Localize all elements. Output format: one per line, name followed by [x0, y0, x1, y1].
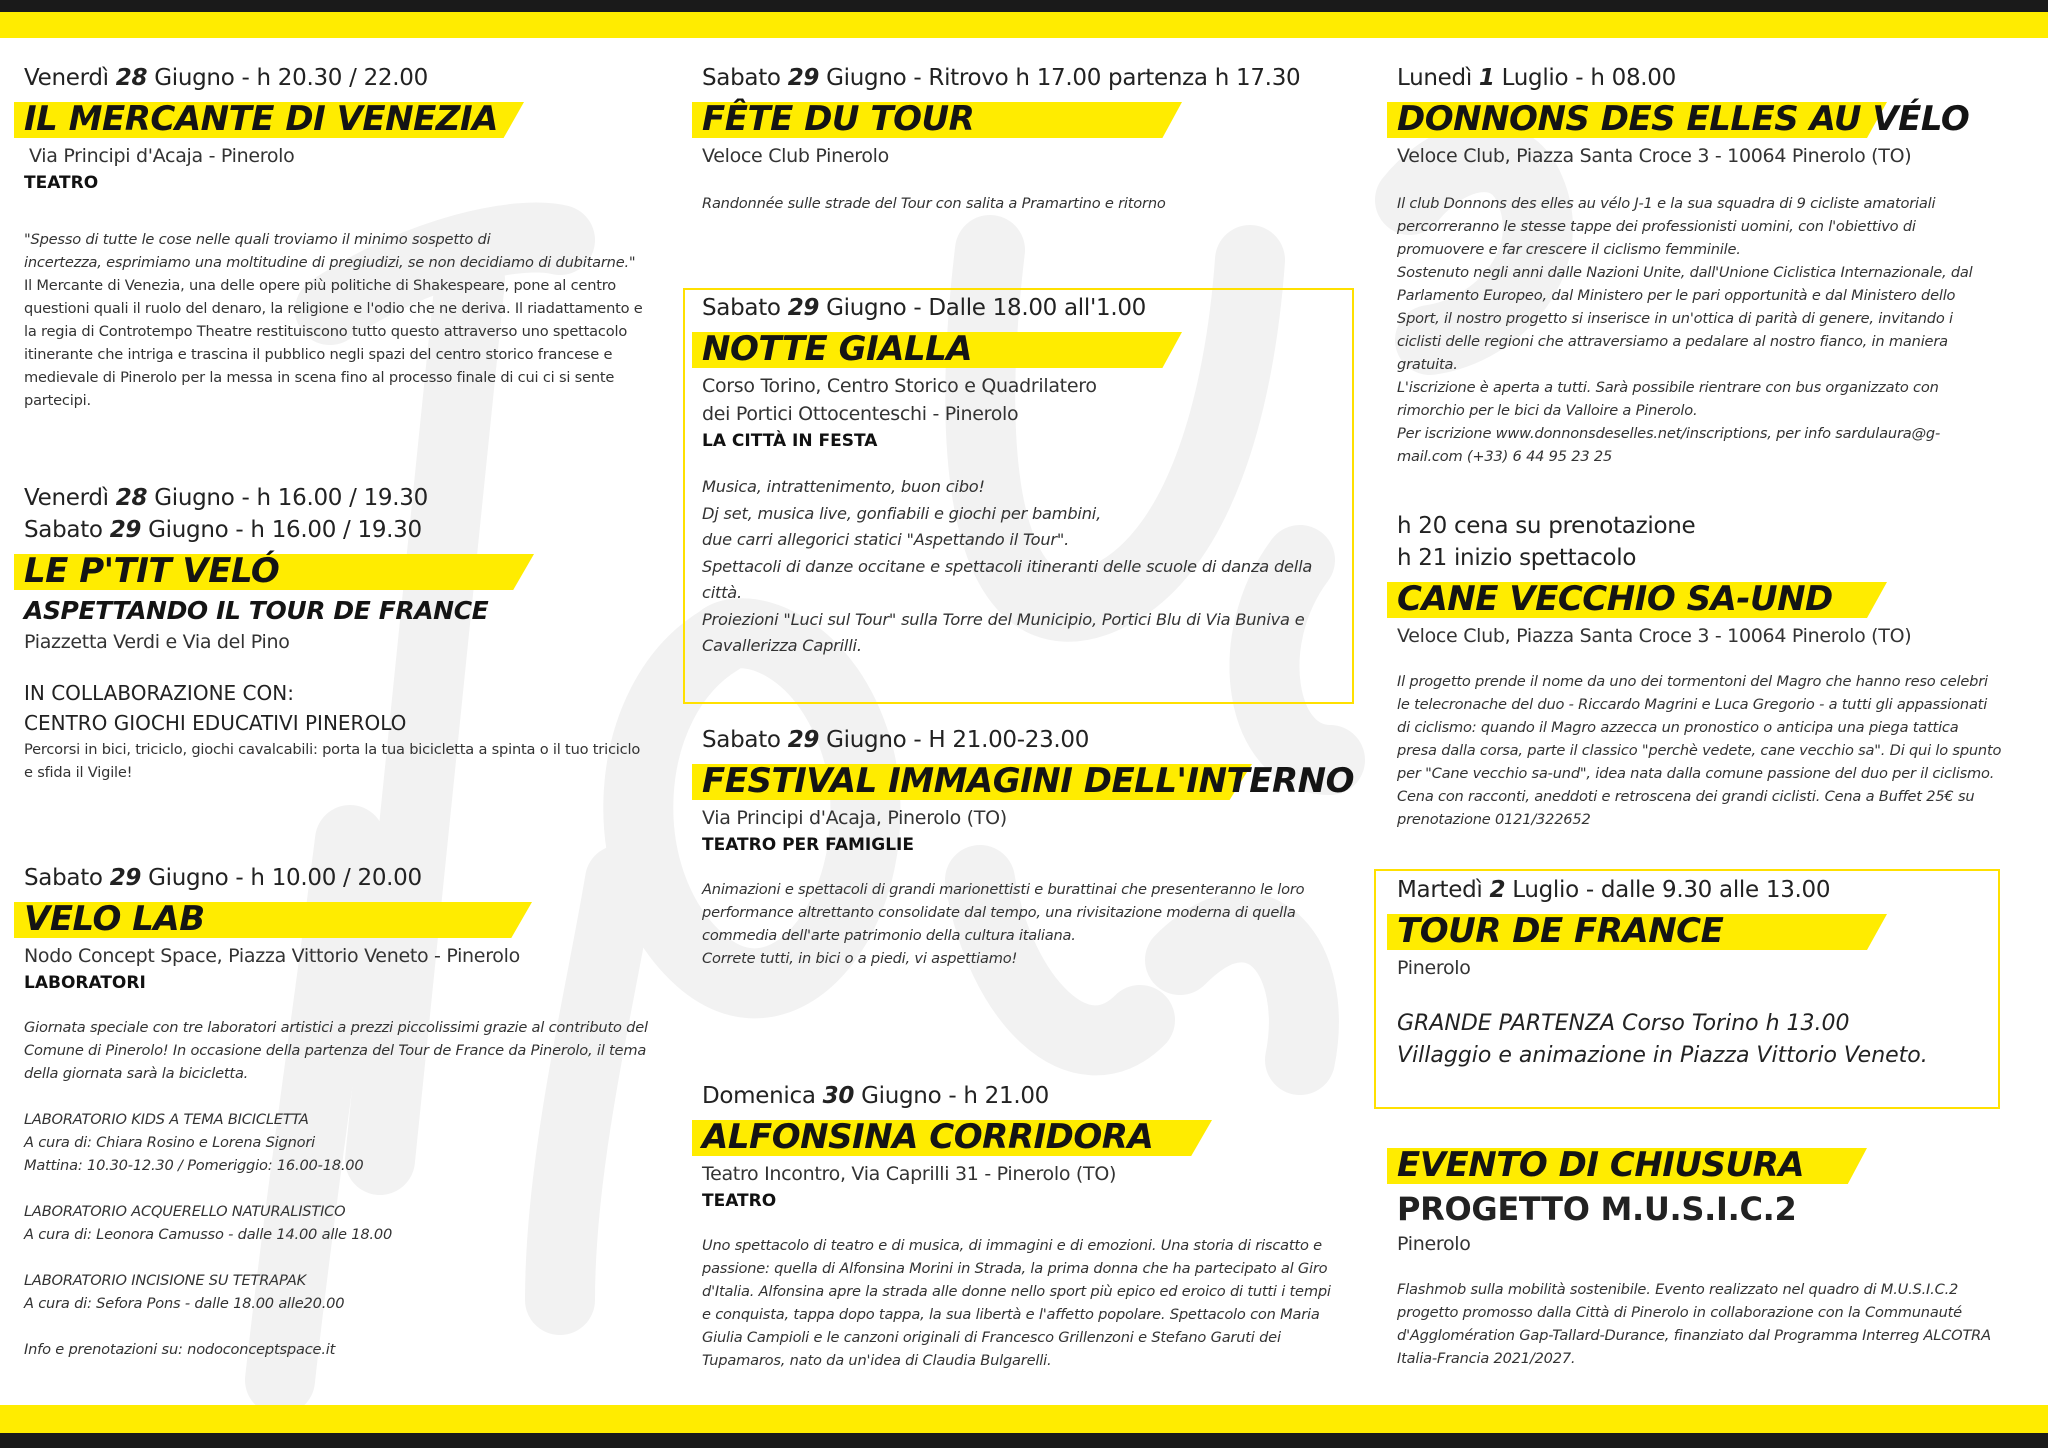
- event-date: Venerdì 28 Giugno - h 20.30 / 22.00: [24, 65, 428, 91]
- event-title: EVENTO DI CHIUSURA: [1397, 1145, 1805, 1185]
- event-date: Sabato 29 Giugno - H 21.00-23.00: [702, 727, 1090, 753]
- event-place: Nodo Concept Space, Piazza Vittorio Veneto - Pinerolo: [24, 945, 520, 967]
- event-tag: LABORATORI: [24, 973, 146, 993]
- event-place: Piazzetta Verdi e Via del Pino: [24, 631, 290, 653]
- event-description: Il progetto prende il nome da uno dei tormentoni del Magro che hanno reso celebri le telecronache del duo - Riccardo Magrini e Luca Gregorio - a tutti gli appassionati di ciclismo: quando il Magro azzecca un pronostico o anticipa una piega tattica presa dalla corsa, parte il classico "perchè vedete, cane vecchio sa". Di qui lo spunto per "Cane vecchio sa-und", idea nata dalla comune passione del duo per il ciclismo. Cena con racconti, aneddoti e retroscena dei grandi ciclisti. Cena a Buffet 25€ su prenotazione 0121/322652: [1397, 673, 2002, 828]
- event-tag: LA CITTÀ IN FESTA: [702, 431, 878, 451]
- event-fete-du-tour: [702, 62, 1342, 215]
- event-description: Musica, intrattenimento, buon cibo! Dj set, musica live, gonfiabili e giochi per bambini, due carri allegorici statici "Aspettando il Tour". Spettacoli di danze occitane e spettacoli itineranti delle scuole di danza della città. Proiezioni "Luci sul Tour" sulla Torre del Municipio, Portici Blu di Via Buniva e Cavallerizza Caprilli.: [702, 477, 1313, 655]
- top-black-band: [0, 0, 2048, 12]
- collaboration-label: IN COLLABORAZIONE CON:: [24, 681, 294, 705]
- event-title: ALFONSINA CORRIDORA: [702, 1117, 1154, 1157]
- event-date: Sabato 29 Giugno - h 10.00 / 20.00: [24, 865, 422, 891]
- event-title: FESTIVAL IMMAGINI DELL'INTERNO: [702, 761, 1354, 801]
- event-place: Veloce Club, Piazza Santa Croce 3 - 10064 Pinerolo (TO): [1397, 145, 1912, 167]
- event-description: Il club Donnons des elles au vélo J-1 e la sua squadra di 9 cicliste amatoriali percorreranno le stesse tappe dei professionisti uomini, con l'obiettivo di promuovere e far crescere il ciclismo femminile. Sostenuto negli anni dalle Nazioni Unite, dall'Unione Ciclistica Internazionale, dal Parlamento Europeo, dal Ministero per le pari opportunità e dal Ministero dello Sport, il nostro progetto si inserisce in un'ottica di parità di genere, invitando i ciclisti delle regioni che attraversiamo a pedalare al nostro fianco, in maniera gratuita. L'iscrizione è aperta a tutti. Sarà possibile rientrare con bus organizzato con rimorchio per le bici da Valloire a Pinerolo. Per iscrizione www.donnonsdeselles.net/inscriptions, per info sardulaura@g- mail.com (+33) 6 44 95 23 25: [1397, 195, 1973, 465]
- event-title: VELO LAB: [24, 899, 205, 939]
- top-yellow-band: [0, 12, 2048, 38]
- event-place: Teatro Incontro, Via Caprilli 31 - Pinerolo (TO): [702, 1163, 1117, 1185]
- event-title: IL MERCANTE DI VENEZIA: [24, 99, 498, 139]
- event-place: Veloce Club Pinerolo: [702, 145, 889, 167]
- event-title: LE P'TIT VELÓ: [24, 551, 280, 591]
- event-description: Giornata speciale con tre laboratori artistici a prezzi piccolissimi grazie al contributo del Comune di Pinerolo! In occasione della partenza del Tour de France da Pinerolo, il tema della giornata sarà la bicicletta. LABORATORIO KIDS A TEMA BICICLETTA A cura di: Chiara Rosino e Lorena Signori Mattina: 10.30-12.30 / Pomeriggio: 16.00-18.00 LABORATORIO ACQUERELLO NATURALISTICO A cura di: Leonora Camusso - dalle 14.00 alle 18.00 LABORATORIO INCISIONE SU TETRAPAK A cura di: Sefora Pons - dalle 18.00 alle20.00 Info e prenotazioni su: nodoconceptspace.it: [24, 1016, 664, 1361]
- event-festival-immagini: [702, 724, 1354, 970]
- event-date: Venerdì 28 Giugno - h 16.00 / 19.30: [24, 485, 428, 511]
- bottom-yellow-band: [0, 1405, 2048, 1433]
- collaboration-partner: CENTRO GIOCHI EDUCATIVI PINEROLO: [24, 711, 407, 735]
- event-time-dinner: h 20 cena su prenotazione: [1397, 513, 1696, 539]
- event-donnons-des-elles: [1397, 62, 2027, 468]
- event-description: Animazioni e spettacoli di grandi marionettisti e burattinai che presenteranno le loro performance altrettanto consolidate dal tempo, una rivisitazione moderna di quella commedia dell'arte patrimonio della cultura italiana. Correte tutti, in bici o a piedi, vi aspettiamo!: [702, 881, 1305, 967]
- event-subtitle: PROGETTO M.U.S.I.C.2: [1397, 1190, 1797, 1228]
- event-alfonsina-corridora: [702, 1080, 1342, 1372]
- event-place: Corso Torino, Centro Storico e Quadrilatero: [702, 375, 1097, 397]
- event-date: Domenica 30 Giugno - h 21.00: [702, 1083, 1050, 1109]
- event-velo-lab: [24, 862, 664, 1361]
- event-chiusura: [1397, 1140, 2027, 1370]
- event-tag: TEATRO PER FAMIGLIE: [702, 835, 914, 855]
- event-il-mercante: [24, 62, 664, 412]
- event-cane-vecchio: [1397, 510, 2027, 831]
- event-place-2: dei Portici Ottocenteschi - Pinerolo: [702, 403, 1019, 425]
- event-date-2: Sabato 29 Giugno - h 16.00 / 19.30: [24, 517, 422, 543]
- event-le-ptit-velo: [24, 482, 664, 784]
- grande-partenza: GRANDE PARTENZA Corso Torino h 13.00: [1397, 1011, 1850, 1036]
- event-description: Flashmob sulla mobilità sostenibile. Evento realizzato nel quadro di M.U.S.I.C.2 progetto promosso dalla Città di Pinerolo in collaborazione con la Communauté d'Agglomération Gap-Tallard-Durance, finanziato dal Programma Interreg ALCOTRA Italia-Francia 2021/2027.: [1397, 1281, 1991, 1367]
- event-place: Veloce Club, Piazza Santa Croce 3 - 10064 Pinerolo (TO): [1397, 625, 1912, 647]
- event-place: Via Principi d'Acaja - Pinerolo: [29, 145, 295, 167]
- event-notte-gialla: [702, 292, 1342, 660]
- event-description: Percorsi in bici, triciclo, giochi cavalcabili: porta la tua bicicletta a spinta o il tuo triciclo e sfida il Vigile!: [24, 741, 641, 781]
- villaggio-note: Villaggio e animazione in Piazza Vittorio Veneto.: [1397, 1043, 1928, 1068]
- event-place: Pinerolo: [1397, 957, 1471, 979]
- bottom-black-band: [0, 1433, 2048, 1448]
- event-place: Pinerolo: [1397, 1233, 1471, 1255]
- event-date: Lunedì 1 Luglio - h 08.00: [1397, 65, 1676, 91]
- info-link: Info e prenotazioni su: nodoconceptspace.it: [24, 1341, 336, 1358]
- event-place: Via Principi d'Acaja, Pinerolo (TO): [702, 807, 1007, 829]
- event-description: "Spesso di tutte le cose nelle quali troviamo il minimo sospetto di incertezza, esprimiamo una moltitudine di pregiudizi, se non decidiamo di dubitarne." Il Mercante di Venezia, una delle opere più politiche di Shakespeare, pone al centro questioni quali il ruolo del denaro, la religione e l'odio che ne deriva. Il riadattamento e la regia di Controtempo Theatre restituiscono tutto questo attraverso uno spettacolo itinerante che intriga e trascina il pubblico negli spazi del centro storico francese e medievale di Pinerolo per la messa in scena fino al processo finale di cui ci si sente partecipi.: [24, 231, 643, 409]
- event-title: CANE VECCHIO SA-UND: [1397, 579, 1833, 619]
- event-title: NOTTE GIALLA: [702, 329, 973, 369]
- event-title: DONNONS DES ELLES AU VÉLO: [1397, 99, 1970, 139]
- event-date: Sabato 29 Giugno - Ritrovo h 17.00 partenza h 17.30: [702, 65, 1301, 91]
- event-tour-de-france: [1397, 874, 1987, 1072]
- event-subtitle: ASPETTANDO IL TOUR DE FRANCE: [24, 596, 489, 625]
- event-description: Randonnée sulle strade del Tour con salita a Pramartino e ritorno: [702, 195, 1166, 212]
- event-tag: TEATRO: [24, 173, 99, 193]
- event-date: Martedì 2 Luglio - dalle 9.30 alle 13.00: [1397, 877, 1831, 903]
- event-title: TOUR DE FRANCE: [1397, 911, 1724, 951]
- event-tag: TEATRO: [702, 1191, 777, 1211]
- event-title: FÊTE DU TOUR: [702, 99, 975, 139]
- event-time-show: h 21 inizio spettacolo: [1397, 545, 1637, 571]
- event-date: Sabato 29 Giugno - Dalle 18.00 all'1.00: [702, 295, 1147, 321]
- event-description: Uno spettacolo di teatro e di musica, di immagini e di emozioni. Una storia di riscatto e passione: quella di Alfonsina Morini in Strada, la prima donna che ha partecipato al Giro d'Italia. Alfonsina apre la strada alle donne nello sport più epico ed eroico di tutti i tempi e conquista, tappa dopo tappa, la sua libertà e l'affetto popolare. Spettacolo con Maria Giulia Campioli e le canzoni originali di Francesco Grillenzoni e Stefano Garuti dei Tupamaros, nato da un'idea di Claudia Bulgarelli.: [702, 1237, 1331, 1369]
